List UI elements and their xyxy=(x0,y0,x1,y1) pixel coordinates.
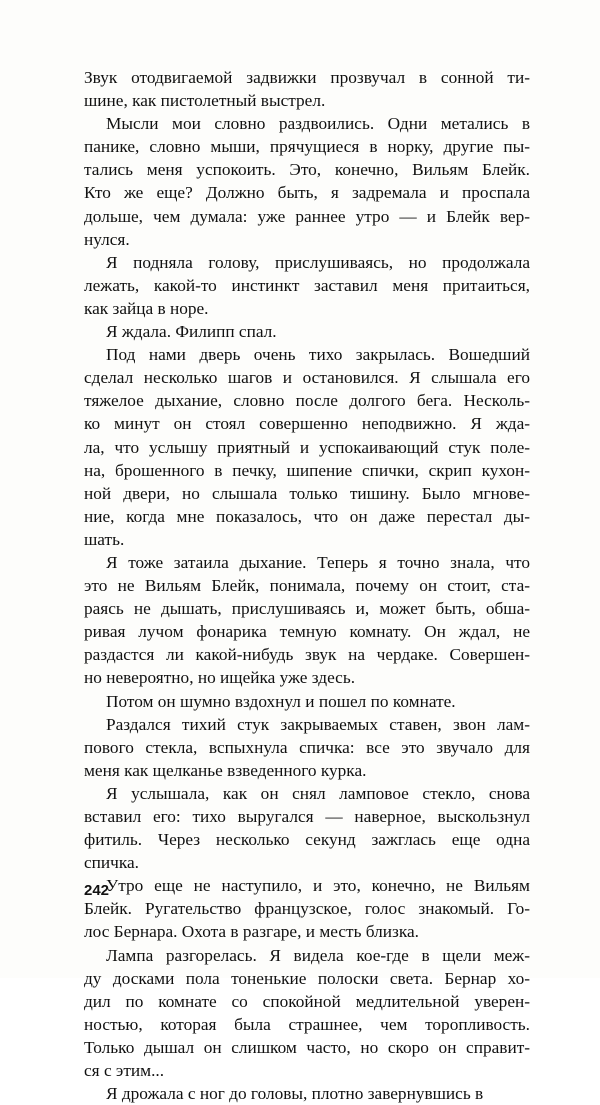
text-line: Я подняла голову, прислушиваясь, но продолжала xyxy=(106,252,530,272)
text-line: дил по комнате со спокойной медлительной уверен- xyxy=(84,991,530,1011)
text-line: ду досками пола тоненькие полоски света. Бернар хо- xyxy=(84,968,530,988)
text-line: но невероятно, но ищейка уже здесь. xyxy=(84,668,356,688)
text-line: тались меня успокоить. Это, конечно, Вильям Блейк. xyxy=(84,160,530,180)
page-number: 242 xyxy=(84,882,110,899)
text-line: сделал несколько шагов и остановился. Я слышала его xyxy=(84,368,530,388)
text-line: Лампа разгорелась. Я видела кое-где в щели меж- xyxy=(106,945,530,965)
text-line: Раздался тихий стук закрываемых ставен, звон лам- xyxy=(106,714,530,734)
paragraph xyxy=(84,320,530,343)
paragraph xyxy=(84,874,530,943)
text-line: вставил его: тихо выругался — наверное, выскользнул xyxy=(84,807,530,826)
text-line: ной двери, но слышала только тишину. Было мгнове- xyxy=(84,483,530,503)
paragraph xyxy=(84,944,530,1083)
text-line: Я услышала, как он снял ламповое стекло, снова xyxy=(106,783,530,803)
text-line: панике, словно мыши, прячущиеся в норку, другие пы- xyxy=(84,137,530,157)
text-line: меня как щелканье взведенного курка. xyxy=(84,760,367,780)
text-line: ние, когда мне показалось, что он даже перестал ды- xyxy=(84,506,530,526)
text-line: ностью, которая была страшнее, чем торопливость. xyxy=(84,1014,530,1034)
text-line: раясь не дышать, прислушиваясь и, может быть, обша- xyxy=(84,599,530,619)
text-line: дольше, чем думала: уже раннее утро — и Блейк вер- xyxy=(84,206,530,226)
paragraph xyxy=(84,66,530,112)
text-line: это не Вильям Блейк, понимала, почему он стоит, ста- xyxy=(84,576,530,596)
text-line: Блейк. Ругательство французское, голос знакомый. Го- xyxy=(84,899,530,919)
paragraph xyxy=(84,251,530,320)
text-line: Потом он шумно вздохнул и пошел по комнате. xyxy=(106,691,456,711)
text-line: лежать, какой-то инстинкт заставил меня притаиться, xyxy=(84,275,530,295)
text-line: ко минут он стоял совершенно неподвижно. Я жда- xyxy=(84,414,530,434)
text-line: шине, как пистолетный выстрел. xyxy=(84,91,326,111)
paragraph xyxy=(84,112,530,251)
paragraph xyxy=(84,782,530,874)
text-line: Кто же еще? Должно быть, я задремала и проспала xyxy=(84,183,530,203)
page-body-text xyxy=(84,66,530,1105)
text-line: Только дышал он слишком часто, но скоро он справит- xyxy=(84,1037,530,1057)
text-line: шать. xyxy=(84,529,125,549)
text-line: Звук отодвигаемой задвижки прозвучал в сонной ти- xyxy=(84,68,530,87)
text-line: ся с этим... xyxy=(84,1061,165,1081)
text-line: фитиль. Через несколько секунд зажглась еще одна xyxy=(84,830,530,850)
text-line: Утро еще не наступило, и это, конечно, не Вильям xyxy=(106,876,530,896)
text-line: на, брошенного в печку, шипение спички, скрип кухон- xyxy=(84,460,530,480)
text-line: тяжелое дыхание, словно после долгого бега. Несколь- xyxy=(84,391,530,411)
paragraph xyxy=(84,713,530,782)
text-line: Я ждала. Филипп спал. xyxy=(106,322,277,342)
paragraph xyxy=(84,551,530,690)
text-line: раздастся ли какой-нибудь звук на чердаке. Совершен- xyxy=(84,645,530,665)
paragraph xyxy=(84,343,530,551)
text-line: лос Бернара. Охота в разгаре, и месть близка. xyxy=(84,922,419,942)
text-line: как зайца в норе. xyxy=(84,298,209,318)
text-line: нулся. xyxy=(84,229,130,249)
text-line: Я дрожала с ног до головы, плотно завернувшись в xyxy=(106,1084,484,1104)
text-line: Мысли мои словно раздвоились. Одни метались в xyxy=(106,114,530,134)
text-line: пового стекла, вспыхнула спичка: все это звучало для xyxy=(84,737,530,757)
text-line: ривая лучом фонарика темную комнату. Он ждал, не xyxy=(84,622,530,642)
text-line: ла, что услышу приятный и успокаивающий стук поле- xyxy=(84,437,530,457)
text-line: Под нами дверь очень тихо закрылась. Вошедший xyxy=(106,345,530,365)
text-line: Я тоже затаила дыхание. Теперь я точно знала, что xyxy=(106,552,530,572)
paragraph xyxy=(84,1082,530,1105)
paragraph xyxy=(84,690,530,713)
text-line: спичка. xyxy=(84,853,139,873)
